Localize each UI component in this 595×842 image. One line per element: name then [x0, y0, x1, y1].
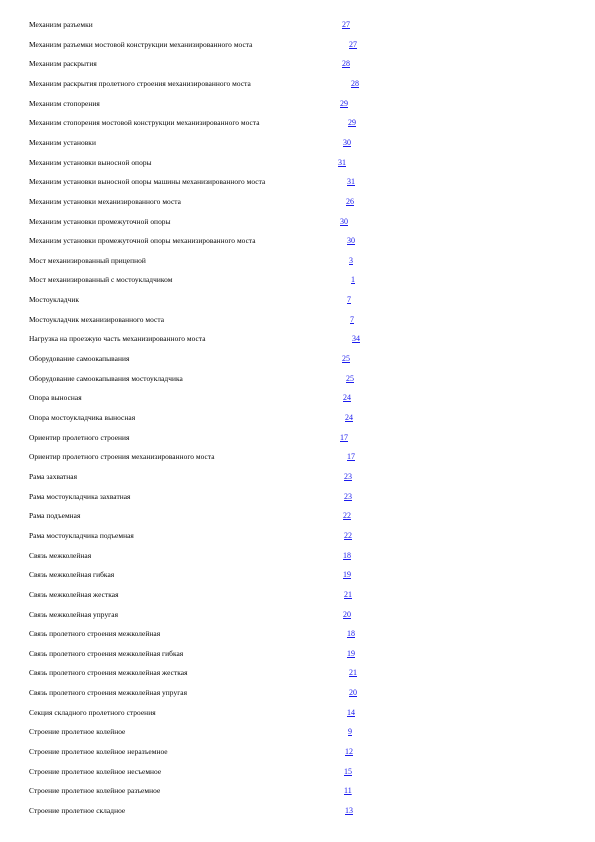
page-number-link[interactable]: 1 — [351, 275, 355, 285]
page-number-link[interactable]: 28 — [351, 78, 359, 88]
index-term: Строение пролетное колейное неразъемное — [29, 747, 168, 756]
page-number-link[interactable]: 22 — [344, 530, 352, 540]
index-term: Механизм установки промежуточной опоры — [29, 216, 171, 226]
index-term: Связь пролетного строения межколейная гибкая — [29, 648, 184, 658]
page-number-link[interactable]: 7 — [350, 314, 354, 324]
index-term: Строение пролетное колейное разъемное — [29, 786, 161, 796]
index-term: Секция складного пролетного строения — [29, 707, 156, 717]
page-number-link[interactable]: 26 — [346, 196, 354, 206]
index-term: Механизм стопорения мостовой конструкции механизированного моста — [29, 118, 260, 128]
page-number-link[interactable]: 29 — [348, 118, 356, 128]
page-number-link[interactable]: 27 — [349, 39, 357, 49]
page-number-link[interactable]: 31 — [347, 177, 355, 187]
index-term: Связь пролетного строения межколейная — [29, 629, 161, 639]
index-term: Строение пролетное колейное несъемное — [29, 766, 162, 776]
page-number-link[interactable]: 28 — [342, 59, 350, 69]
page-number-link[interactable]: 23 — [344, 491, 352, 501]
page-number-link[interactable]: 23 — [344, 471, 352, 481]
index-term: Механизм установки — [29, 137, 96, 147]
index-term: Мост механизированный с мостоукладчиком — [29, 275, 173, 285]
page-number-link[interactable]: 34 — [352, 334, 360, 344]
page-number-link[interactable]: 12 — [345, 747, 353, 756]
index-term: Механизм раскрытия пролетного строения механизированного моста — [29, 78, 251, 88]
index-term: Мостоукладчик механизированного моста — [29, 314, 165, 324]
page-number-link[interactable]: 17 — [347, 452, 355, 462]
index-term: Мост механизированный прицепной — [29, 255, 146, 265]
page-number-link[interactable]: 31 — [338, 157, 346, 167]
index-term: Механизм разъемки — [29, 20, 93, 29]
page-number-link[interactable]: 30 — [340, 216, 348, 226]
page-number-link[interactable]: 18 — [347, 629, 355, 639]
page-number-link[interactable]: 29 — [340, 98, 348, 108]
page-number-link[interactable]: 20 — [343, 609, 351, 619]
page-number-link[interactable]: 18 — [343, 550, 351, 560]
page-number-link[interactable]: 3 — [349, 255, 353, 265]
index-term: Связь межколейная упругая — [29, 609, 119, 619]
index-term: Ориентир пролетного строения механизированного моста — [29, 452, 215, 462]
index-term: Ориентир пролетного строения — [29, 432, 130, 442]
page-number-link[interactable]: 19 — [347, 648, 355, 658]
index-term: Рама захватная — [29, 471, 78, 481]
page-number-link[interactable]: 13 — [345, 806, 353, 815]
index-term: Механизм установки промежуточной опоры механизированного моста — [29, 236, 256, 246]
page-number-link[interactable]: 14 — [347, 707, 355, 717]
index-term: Оборудование самоокапывания мостоукладчика — [29, 373, 183, 383]
page-number-link[interactable]: 11 — [344, 786, 352, 796]
index-term: Мостоукладчик — [29, 295, 80, 305]
page-number-link[interactable]: 25 — [342, 354, 350, 363]
index-term: Опора мостоукладчика выносная — [29, 413, 136, 422]
index-term: Нагрузка на проезжую часть механизированного моста — [29, 334, 206, 344]
page-number-link[interactable]: 19 — [343, 570, 351, 580]
page-number-link[interactable]: 20 — [349, 688, 357, 698]
page-number-link[interactable]: 24 — [343, 393, 351, 403]
index-term: Механизм раскрытия — [29, 59, 97, 69]
index-term: Рама мостоукладчика захватная — [29, 491, 131, 501]
page-number-link[interactable]: 17 — [340, 432, 348, 442]
index-term: Рама подъемная — [29, 511, 81, 521]
index-term: Рама мостоукладчика подъемная — [29, 530, 134, 540]
page-number-link[interactable]: 25 — [346, 373, 354, 383]
index-term: Оборудование самоокапывания — [29, 354, 130, 363]
page-number-link[interactable]: 9 — [348, 727, 352, 737]
index-term: Строение пролетное складное — [29, 806, 126, 815]
page-number-link[interactable]: 22 — [343, 511, 351, 521]
index-term: Строение пролетное колейное — [29, 727, 126, 737]
index-term: Связь межколейная — [29, 550, 92, 560]
page-number-link[interactable]: 30 — [343, 137, 351, 147]
page-number-link[interactable]: 30 — [347, 236, 355, 246]
index-term: Связь пролетного строения межколейная упругая — [29, 688, 188, 698]
index-term: Механизм разъемки мостовой конструкции механизированного моста — [29, 39, 253, 49]
index-term: Связь межколейная гибкая — [29, 570, 115, 580]
index-term: Механизм установки выносной опоры — [29, 157, 152, 167]
index-term: Механизм установки механизированного моста — [29, 196, 182, 206]
page-number-link[interactable]: 7 — [347, 295, 351, 305]
index-term: Механизм стопорения — [29, 98, 100, 108]
index-term: Связь межколейная жесткая — [29, 589, 119, 599]
index-term: Опора выносная — [29, 393, 82, 403]
page-number-link[interactable]: 15 — [344, 766, 352, 776]
index-term: Механизм установки выносной опоры машины механизированного моста — [29, 177, 266, 187]
page-number-link[interactable]: 27 — [342, 20, 350, 29]
page-number-link[interactable]: 24 — [345, 413, 353, 422]
index-term: Связь пролетного строения межколейная жесткая — [29, 668, 188, 678]
page-number-link[interactable]: 21 — [344, 589, 352, 599]
page-number-link[interactable]: 21 — [349, 668, 357, 678]
